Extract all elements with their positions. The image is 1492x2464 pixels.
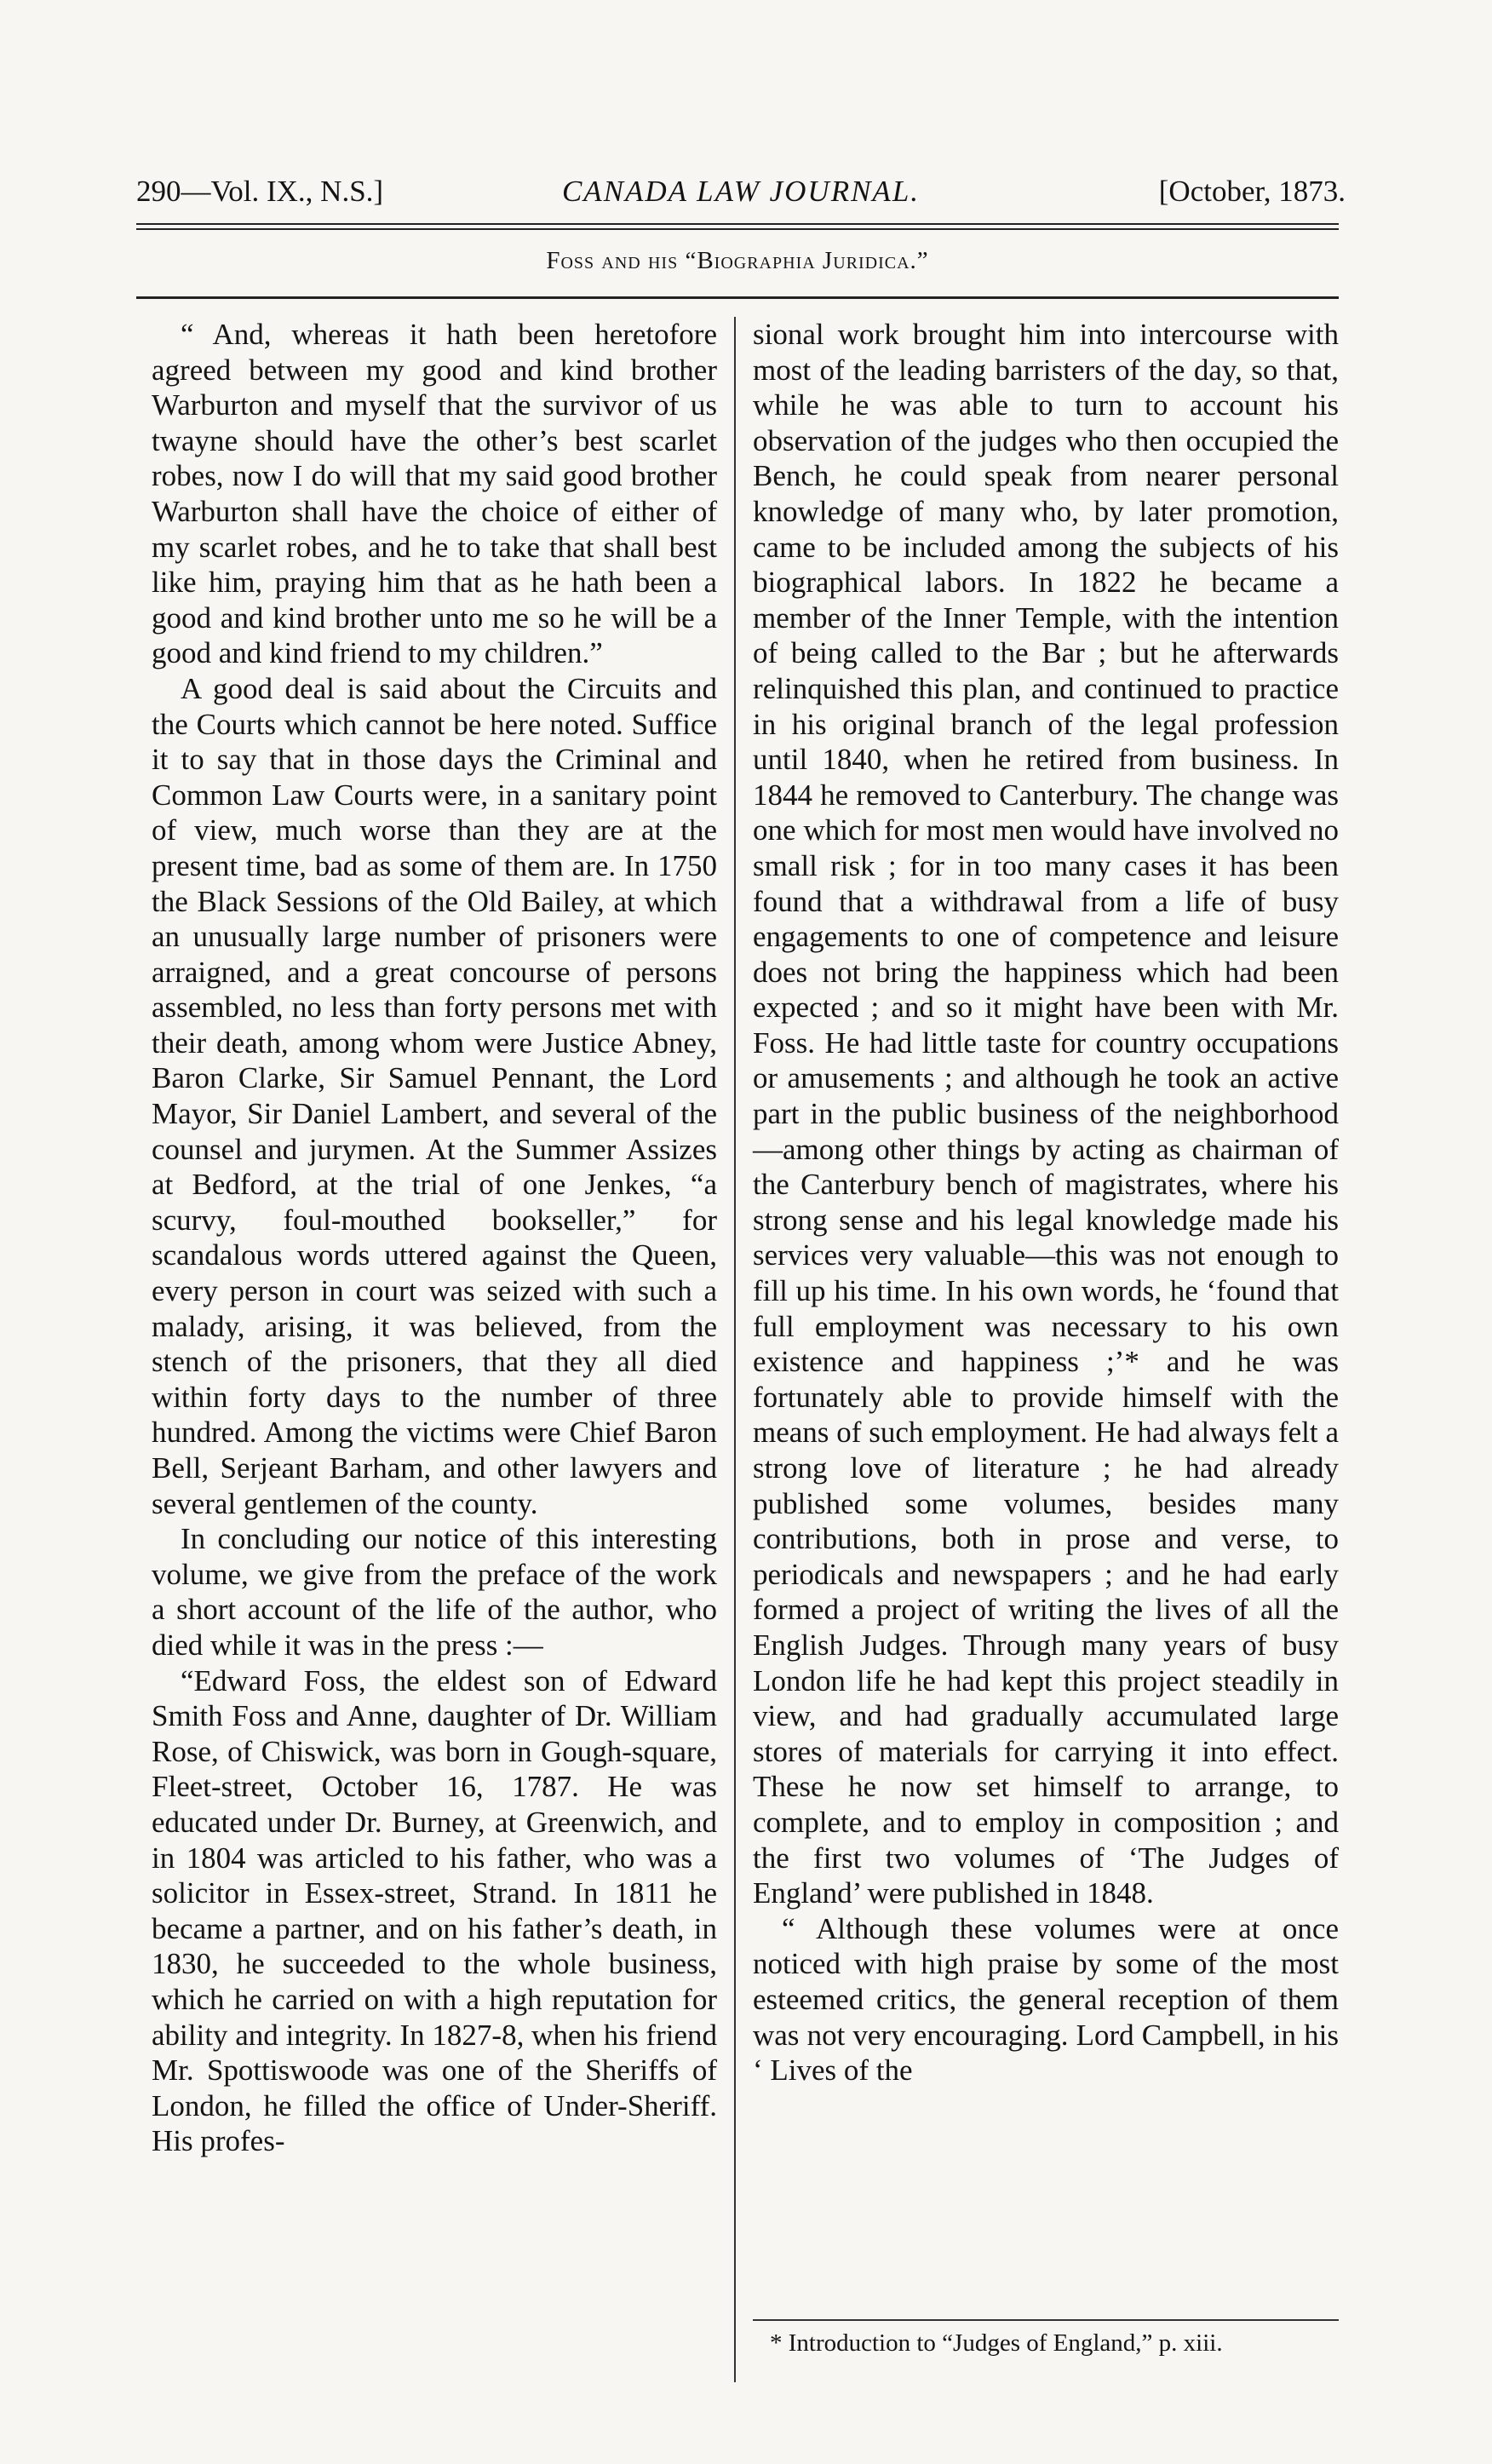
footnote-rule bbox=[753, 2319, 1339, 2321]
paragraph-will-quote: “ And, whereas it hath been heretofore agreed between my good and kind brother Warburton and myself that the survivor of us twayne should have the other’s best scarlet robes, now I do will that my said good brother Warburton shall have the choice of either of my scarlet robes, and he to take that shall best like him, praying him that as he hath been a good and kind brother unto me so he will be a good and kind friend to my children.” bbox=[152, 318, 717, 670]
article-title: Foss and his “Biographia Juridica.” bbox=[546, 247, 929, 274]
right-column bbox=[753, 317, 1339, 2088]
header-rule-top bbox=[136, 223, 1339, 225]
paragraph-biography-continued: sional work brought him into intercourse with most of the leading barristers of the day, so that, while he was able to turn to account his observation of the judges who then occupied the Bench, he could speak from nearer personal knowledge of many who, by later promotion, came to be included among the subjects of his biographical labors. In 1822 he became a member of the Inner Temple, with the intention of being called to the Bar ; but he afterwards relinquished this plan, and continued to practice in his original branch of the legal profession until 1840, when he retired from business. In 1844 he removed to Canterbury. The change was one which for most men would have involved no small risk ; for in too many cases it has been found that a withdrawal from a life of busy engagements to one of competence and leisure does not bring the happiness which had been expected ; and so it might have been with Mr. Foss. He had little taste for country occupations or amusements ; and although he took an active part in the public business of the neighborhood—among other things by acting as chairman of the Canterbury bench of magistrates, where his strong sense and his legal knowledge made his services very valuable—this was not enough to fill up his time. In his own words, he ‘found that full employment was necessary to his own existence and happiness ;’* and he was fortunately able to provide himself with the means of such employment. He had always felt a strong love of literature ; he had already published some volumes, besides many contributions, both in prose and verse, to periodicals and newspapers ; and he had early formed a project of writing the lives of all the English Judges. Through many years of busy London life he had kept this project steadily in view, and had gradually accumulated large stores of materials for carrying it into effect. These he now set himself to arrange, to complete, and to employ in composition ; and the first two volumes of ‘The Judges of England’ were published in 1848. bbox=[753, 318, 1339, 1910]
journal-title: CANADA LAW JOURNAL. bbox=[561, 175, 921, 208]
paragraph-circuits-courts: A good deal is said about the Circuits and the Courts which cannot be here noted. Suffice it to say that in those days the Criminal and Common Law Courts were, in a sanitary point of view, much worse than they are at the present time, bad as some of them are. In 1750 the Black Sessions of the Old Bailey, at which an unusually large number of prisoners were arraigned, and a great concourse of persons assembled, no less than forty persons met with their death, among whom were Justice Abney, Baron Clarke, Sir Samuel Pennant, the Lord Mayor, Sir Daniel Lambert, and several of the counsel and jurymen. At the Summer Assizes at Bedford, at the trial of one Jenkes, “a scurvy, foul-mouthed bookseller,” for scandalous words uttered against the Queen, every person in court was seized with such a malady, arising, it was believed, from the stench of the prisoners, that they all died within forty days to the number of three hundred. Among the victims were Chief Baron Bell, Serjeant Barham, and other lawyers and several gentlemen of the county. bbox=[152, 671, 717, 1520]
left-column bbox=[152, 317, 717, 2159]
paragraph-biography-start: “Edward Foss, the eldest son of Edward Smith Foss and Anne, daughter of Dr. William Rose, of Chiswick, was born in Gough-square, Fleet-street, October 16, 1787. He was educated under Dr. Burney, at Greenwich, and in 1804 was articled to his father, who was a solicitor in Essex-street, Strand. In 1811 he became a partner, and on his father’s death, in 1830, he succeeded to the whole business, which he carried on with a high reputation for ability and integrity. In 1827-8, when his friend Mr. Spottiswoode was one of the Sheriffs of London, he filled the office of Under-Sheriff. His profes- bbox=[152, 1663, 717, 2158]
page-number-volume: 290—Vol. IX., N.S.] bbox=[136, 175, 384, 208]
title-rule bbox=[136, 296, 1339, 299]
footnote: * Introduction to “Judges of England,” p. xiii. bbox=[770, 2329, 1223, 2357]
paragraph-concluding-notice: In concluding our notice of this interesting volume, we give from the preface of the work a short account of the life of the author, who died while it was in the press :— bbox=[152, 1522, 717, 1662]
running-head bbox=[136, 175, 1346, 217]
column-divider bbox=[734, 317, 736, 2382]
header-rule-bottom bbox=[136, 228, 1339, 230]
paragraph-reception: “ Although these volumes were at once noticed with high praise by some of the most esteemed critics, the general reception of them was not very encouraging. Lord Campbell, in his ‘ Lives of the bbox=[753, 1911, 1339, 2088]
issue-date: [October, 1873. bbox=[1158, 175, 1346, 208]
